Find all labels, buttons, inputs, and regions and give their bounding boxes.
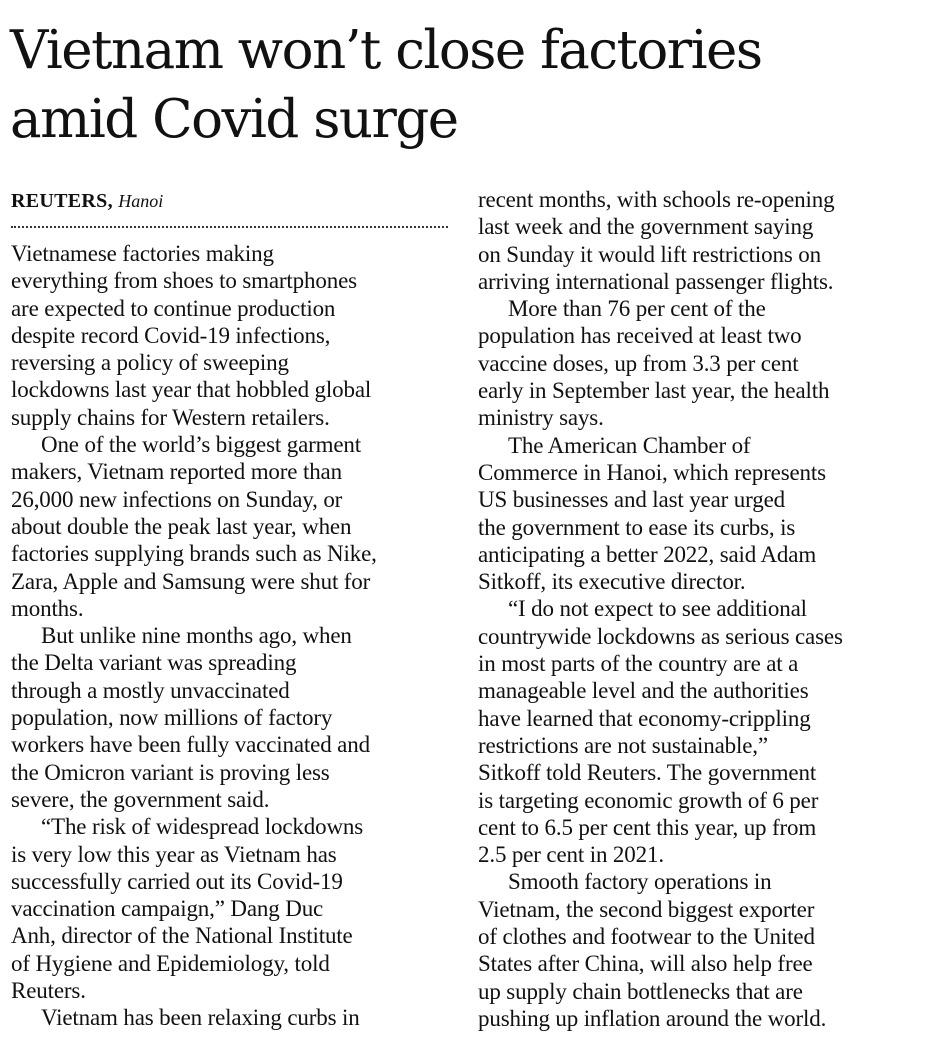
byline-place: Hanoi — [118, 191, 164, 211]
article-line: last week and the government saying — [478, 214, 814, 240]
article-line: Anh, director of the National Institute — [11, 923, 353, 949]
article-line: early in September last year, the health — [478, 378, 830, 404]
article-line: months. — [11, 595, 84, 621]
article-line: Vietnamese factories making — [11, 241, 274, 266]
article-line: cent to 6.5 per cent this year, up from — [478, 814, 817, 840]
article-line: population, now millions of factory — [11, 705, 333, 731]
article-line: manageable level and the authorities — [478, 678, 809, 704]
article-line: makers, Vietnam reported more than — [11, 459, 342, 485]
article-line: 26,000 new infections on Sunday, or — [11, 486, 343, 512]
article-line: successfully carried out its Covid-19 — [11, 868, 343, 894]
article-line: vaccine doses, up from 3.3 per cent — [478, 350, 799, 376]
article-line: through a mostly unvaccinated — [11, 677, 290, 703]
article-line: vaccination campaign,” Dang Duc — [11, 896, 324, 922]
article-line: reversing a policy of sweeping — [11, 350, 289, 376]
article-line: Smooth factory operations in — [508, 869, 772, 895]
byline-agency: REUTERS, — [11, 190, 113, 212]
article-line: arriving international passenger flights. — [478, 268, 834, 294]
article-line: restrictions are not sustainable,” — [478, 732, 768, 758]
article-line: One of the world’s biggest garment — [41, 432, 362, 458]
article-line: lockdowns last year that hobbled global — [11, 377, 372, 403]
article-line: of Hygiene and Epidemiology, told — [11, 950, 330, 976]
article-line: are expected to continue production — [11, 295, 336, 321]
article-line: But unlike nine months ago, when — [41, 623, 352, 649]
article-line: Sitkoff, its executive director. — [478, 569, 746, 595]
article-line: is targeting economic growth of 6 per — [478, 787, 819, 813]
article-line: Vietnam has been relaxing curbs in — [41, 1005, 360, 1031]
article-column-2 — [478, 186, 923, 1032]
article-line: is very low this year as Vietnam has — [11, 841, 337, 867]
byline — [11, 189, 451, 214]
headline-line: Vietnam won’t close factories — [10, 20, 762, 81]
article-line: population has received at least two — [478, 323, 802, 349]
article-line: Reuters. — [11, 978, 86, 1004]
article-line: Sitkoff told Reuters. The government — [478, 760, 817, 786]
article-line: States after China, will also help free — [478, 951, 813, 977]
article-line: US businesses and last year urged — [478, 487, 785, 513]
article-line: up supply chain bottlenecks that are — [478, 978, 803, 1004]
headline — [10, 16, 920, 154]
article-line: the Omicron variant is proving less — [11, 759, 330, 785]
article-line: on Sunday it would lift restrictions on — [478, 241, 821, 267]
article-line: about double the peak last year, when — [11, 513, 352, 539]
article-line: Zara, Apple and Samsung were shut for — [11, 568, 371, 594]
article-line: the government to ease its curbs, is — [478, 514, 796, 540]
article-line: Vietnam, the second biggest exporter — [478, 896, 815, 922]
article-line: The American Chamber of — [508, 432, 751, 458]
article-line: despite record Covid-19 infections, — [11, 322, 331, 348]
article-line: of clothes and footwear to the United — [478, 924, 815, 950]
article-line: everything from shoes to smartphones — [11, 268, 357, 294]
article-line: the Delta variant was spreading — [11, 650, 297, 676]
byline-divider — [11, 226, 448, 228]
headline-line: amid Covid surge — [10, 89, 458, 150]
article-line: 2.5 per cent in 2021. — [478, 842, 664, 868]
article-line: ministry says. — [478, 405, 604, 431]
article-line: “The risk of widespread lockdowns — [41, 814, 364, 840]
article-line: Commerce in Hanoi, which represents — [478, 459, 826, 485]
article-line: workers have been fully vaccinated and — [11, 732, 370, 758]
article-line: supply chains for Western retailers. — [11, 404, 330, 430]
article-line: severe, the government said. — [11, 786, 270, 812]
article-line: More than 76 per cent of the — [508, 296, 766, 322]
article-line: “I do not expect to see additional — [508, 596, 807, 622]
article-column-1 — [11, 240, 451, 1032]
article-line: anticipating a better 2022, said Adam — [478, 541, 817, 567]
article-line: factories supplying brands such as Nike, — [11, 541, 377, 567]
article-line: recent months, with schools re-opening — [478, 187, 835, 212]
article-line: in most parts of the country are at a — [478, 651, 799, 677]
article-line: countrywide lockdowns as serious cases — [478, 623, 843, 649]
article-line: pushing up inflation around the world. — [478, 1005, 827, 1031]
article-line: have learned that economy-crippling — [478, 705, 811, 731]
